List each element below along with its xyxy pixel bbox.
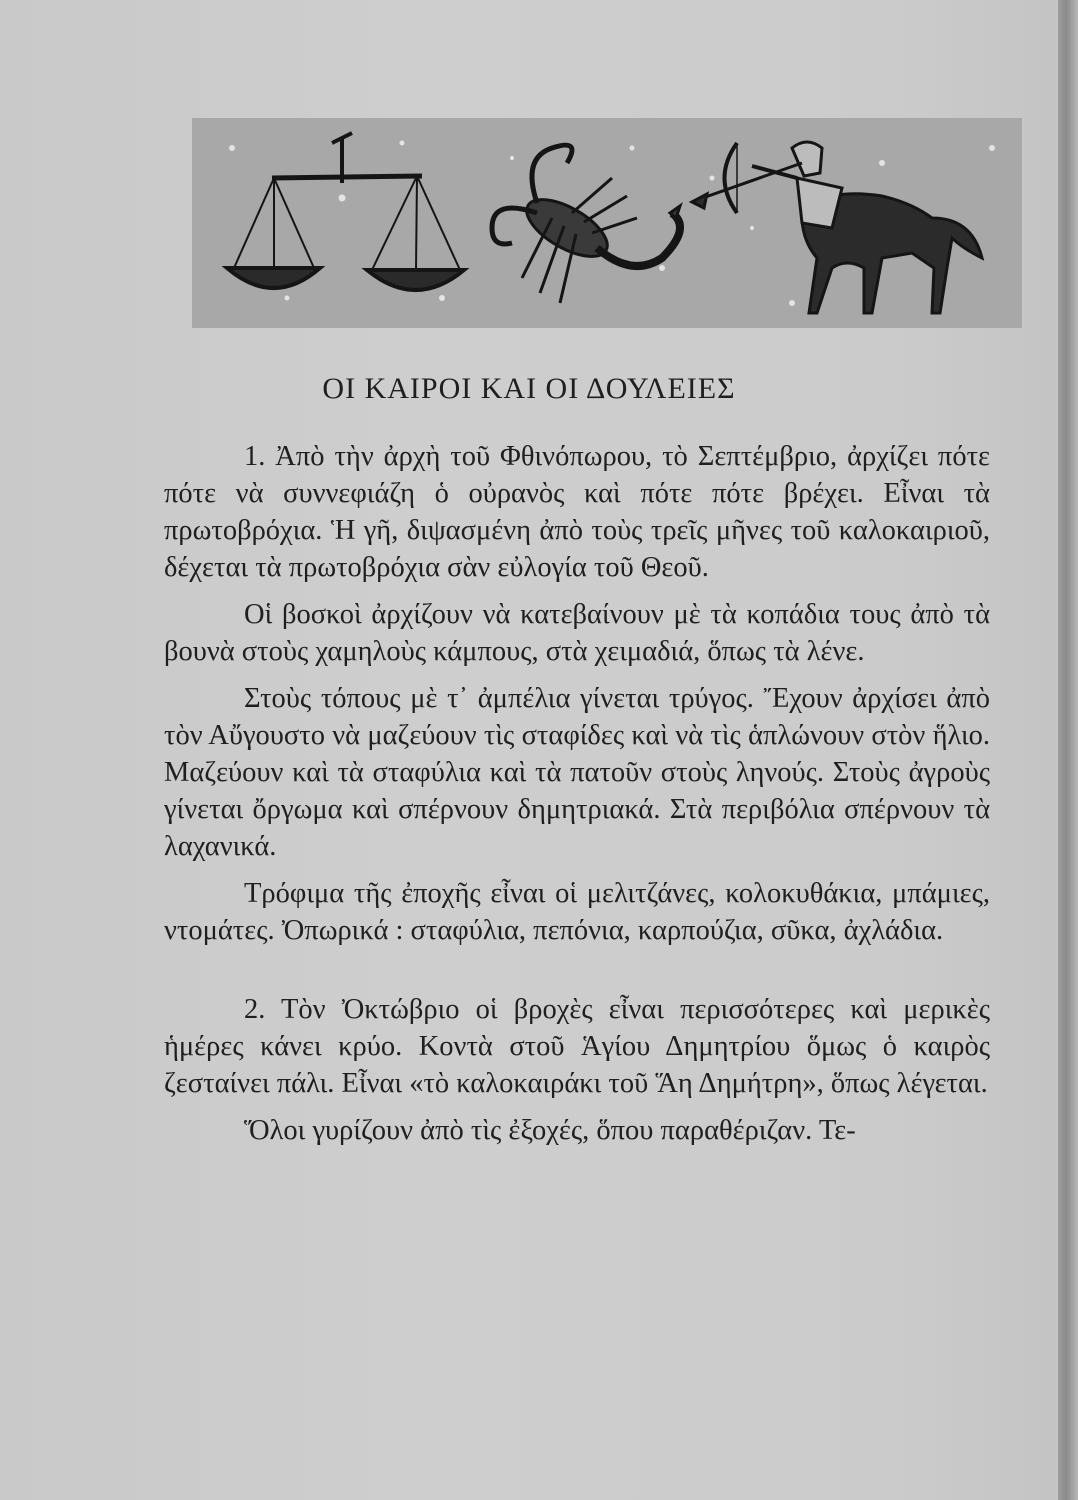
paragraph: 2. Τὸν Ὀκτώβριο οἱ βροχὲς εἶναι περισσότερες καὶ μερικὲς ἡμέρες κάνει κρύο. Κοντὰ στοῦ Ἁγίου Δημητρίου ὅμως ὁ καιρὸς ζεσταίνει πάλι. Εἶναι «τὸ καλοκαιράκι τοῦ Ἅη Δημήτρη», ὅπως λέγεται. <box>164 994 990 1099</box>
paragraph: Ὅλοι γυρίζουν ἀπὸ τὶς ἐξοχές, ὅπου παραθέριζαν. Τε- <box>244 1115 856 1146</box>
paragraph: Στοὺς τόπους μὲ τ᾿ ἀμπέλια γίνεται τρύγος. Ἔχουν ἀρχίσει ἀπὸ τὸν Αὔγουστο νὰ μαζεύουν τὶς σταφίδες καὶ νὰ τὶς ἁπλώνουν στὸν ἥλιο. Μαζεύουν καὶ τὰ σταφύλια καὶ τὰ πατοῦν στοὺς ληνούς. Στοὺς ἀγροὺς γίνεται ὄργωμα καὶ σπέρνουν δημητριακά. Στὰ περιβόλια σπέρνουν τὰ λαχανικά. <box>164 683 990 862</box>
centaur-archer-icon <box>692 142 982 313</box>
paragraph: Οἱ βοσκοὶ ἀρχίζουν νὰ κατεβαίνουν μὲ τὰ κοπάδια τους ἀπὸ τὰ βουνὰ στοὺς χαμηλοὺς κάμπους, στὰ χειμαδιά, ὅπως τὰ λένε. <box>164 599 990 667</box>
scorpion-icon <box>492 145 680 303</box>
paragraph: 1. Ἀπὸ τὴν ἀρχὴ τοῦ Φθινόπωρου, τὸ Σεπτέμβριο, ἀρχίζει πότε πότε νὰ συννεφιάζη ὁ οὐρανὸς καὶ πότε πότε βρέχει. Εἶναι τὰ πρωτοβρόχια. Ἡ γῆ, διψασμένη ἀπὸ τοὺς τρεῖς μῆνες τοῦ καλοκαιριοῦ, δέχεται τὰ πρωτοβρόχια σὰν εὐλογία τοῦ Θεοῦ. <box>164 441 990 583</box>
zodiac-illustration-banner <box>192 118 1022 328</box>
paragraph: Τρόφιμα τῆς ἐποχῆς εἶναι οἱ μελιτζάνες, κολοκυθάκια, μπάμιες, ντομάτες. Ὀπωρικά : σταφύλια, πεπόνια, καρπούζια, σῦκα, ἀχλάδια. <box>164 878 990 946</box>
zodiac-illustration <box>192 118 1022 328</box>
section-break <box>164 949 990 991</box>
page-edge <box>1058 0 1078 1500</box>
body-text <box>164 438 990 1149</box>
chapter-title: ΟΙ ΚΑΙΡΟΙ ΚΑΙ ΟΙ ΔΟΥΛΕΙΕΣ <box>322 372 736 405</box>
libra-scales-icon <box>227 133 464 290</box>
